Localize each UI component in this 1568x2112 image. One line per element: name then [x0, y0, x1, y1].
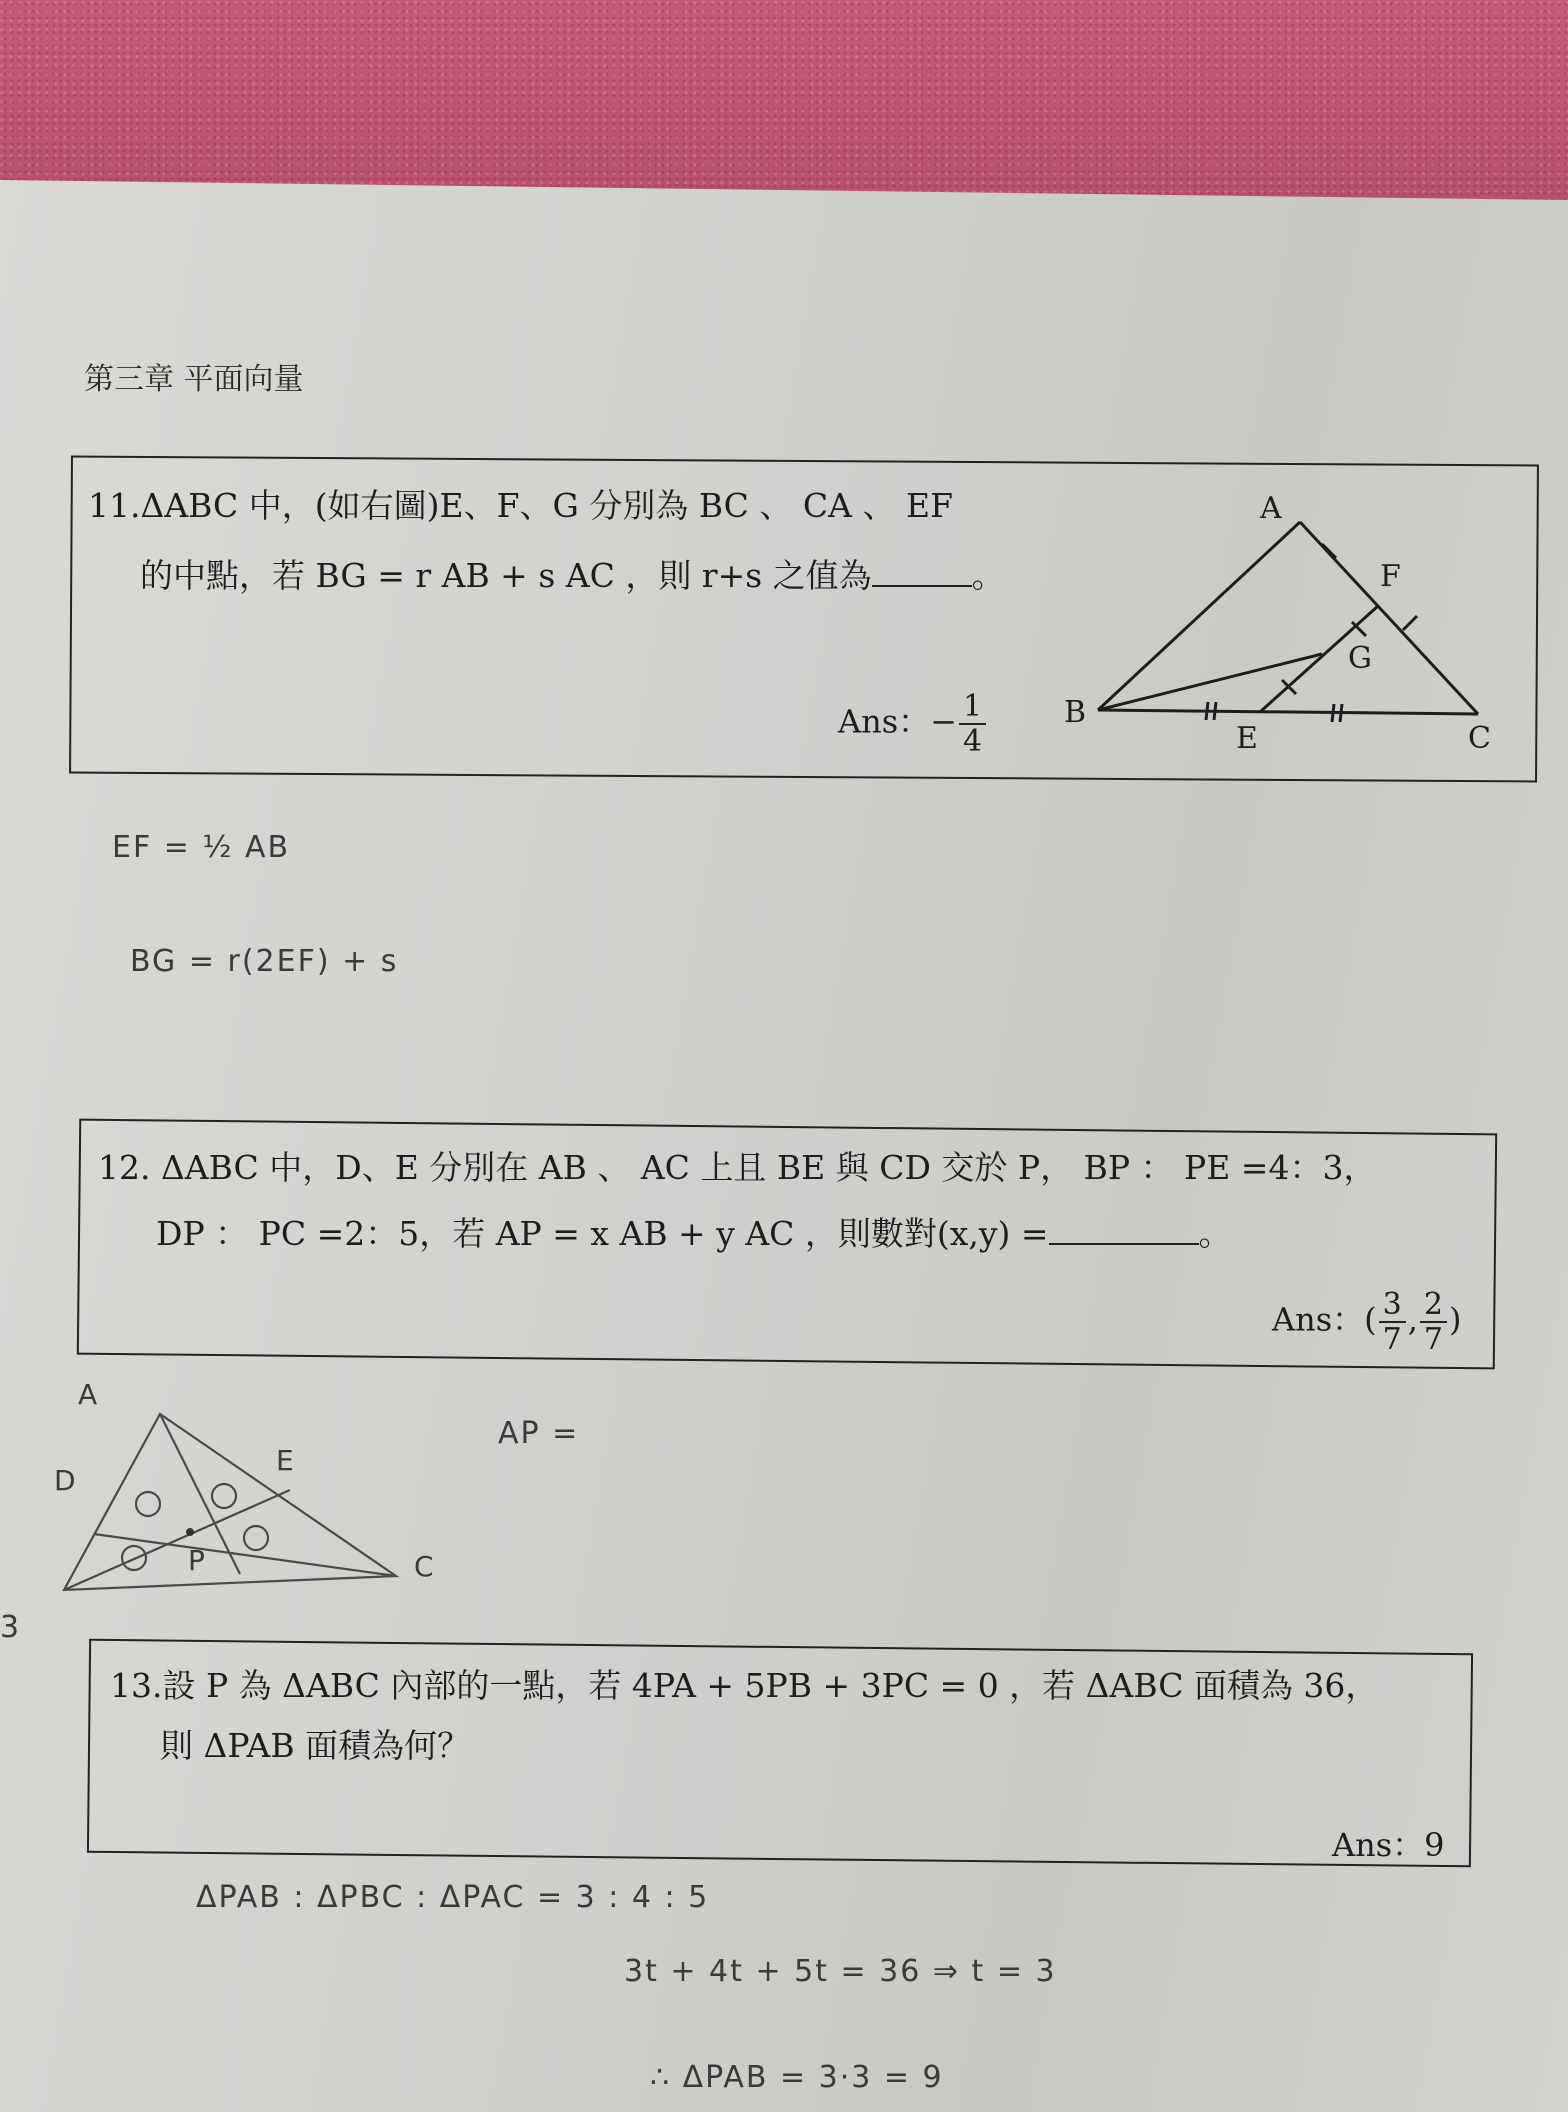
question-12-line1: 12. ΔABC 中，D、E 分別在 AB 、 AC 上且 BE 與 CD 交於 P， BP ： PE =4：3，	[98, 1148, 1377, 1187]
handwriting-13-line1: ΔPAB : ΔPBC : ΔPAC = 3 : 4 : 5	[196, 1880, 710, 1915]
circled-two	[136, 1492, 160, 1516]
question-12-line2-end: 。	[1198, 1214, 1232, 1253]
triangle-figure-11	[1060, 490, 1491, 770]
chapter-header: 第三章 平面向量	[84, 362, 304, 397]
handwriting-13-line3: ∴ ΔPAB = 3·3 = 9	[650, 2060, 944, 2095]
answer-label: Ans：−	[838, 702, 957, 741]
question-12-line2-text: DP ： PC =2：5，若 AP = x AB + y AC ，則數對(x,y) =	[156, 1214, 1049, 1253]
question-13-answer: Ans：9	[1332, 1826, 1445, 1864]
fraction-denominator: 7	[1382, 1322, 1402, 1357]
label-d: D	[54, 1464, 76, 1497]
label-c: C	[414, 1550, 434, 1583]
fraction-numerator: 2	[1420, 1288, 1447, 1323]
circled-three	[212, 1484, 236, 1508]
fraction-denominator: 7	[1423, 1322, 1443, 1357]
answer-fraction	[959, 690, 986, 758]
answer-label: Ans：(	[1272, 1300, 1377, 1339]
fraction-numerator: 1	[959, 690, 986, 725]
answer-blank	[1049, 1243, 1199, 1245]
edge-ab	[1098, 522, 1300, 710]
answer-fraction-x	[1379, 1288, 1406, 1356]
question-11-line2	[140, 550, 1005, 603]
margin-mark: 3	[0, 1610, 22, 1645]
tick-mark	[1332, 704, 1334, 722]
label-g: G	[1348, 641, 1372, 676]
edge-bc	[1098, 710, 1478, 714]
handdrawn-triangle-12	[40, 1380, 500, 1620]
tick-mark	[1403, 616, 1417, 630]
circled-five	[244, 1526, 268, 1550]
label-a: A	[1260, 491, 1282, 526]
handwriting-13-line2: 3t + 4t + 5t = 36 ⇒ t = 3	[624, 1954, 1057, 1989]
handwriting-11-line2: BG = r(2EF) + s	[130, 944, 399, 979]
label-p: P	[188, 1544, 205, 1577]
label-e: E	[276, 1444, 294, 1477]
segment-be	[64, 1490, 290, 1590]
answer-fraction-y	[1420, 1288, 1447, 1356]
answer-close: )	[1449, 1300, 1462, 1339]
tick-mark	[1322, 544, 1336, 558]
question-11-line2-end: 。	[971, 556, 1005, 595]
label-b: B	[1064, 695, 1087, 730]
label-f: F	[1380, 559, 1401, 594]
fraction-numerator: 3	[1379, 1288, 1406, 1323]
handwriting-12-line1: AP =	[498, 1416, 580, 1451]
question-13-line2: 則 ΔPAB 面積為何？	[160, 1726, 471, 1765]
question-11-line2-text: 的中點，若 BG = r AB + s AC ，則 r+s 之值為	[140, 556, 872, 595]
tick-mark	[1214, 702, 1216, 720]
point-p	[186, 1528, 194, 1536]
answer-blank	[872, 585, 972, 587]
tick-mark	[1206, 702, 1208, 720]
triangle-outline	[64, 1414, 396, 1590]
question-11-line1: 11.ΔABC 中，(如右圖)E、F、G 分別為 BC 、 CA 、 EF	[88, 486, 953, 525]
label-a: A	[78, 1378, 98, 1411]
fraction-denominator: 4	[962, 724, 983, 759]
question-12-line2	[156, 1208, 1232, 1261]
segment-bg	[1098, 654, 1322, 710]
label-e: E	[1236, 721, 1258, 756]
label-c: C	[1468, 721, 1491, 756]
question-11-answer	[838, 690, 988, 758]
tick-mark	[1340, 704, 1342, 722]
question-12-answer: Ans：( $\frac{3}{7}$ , $\frac{2}{7}$ )	[1272, 1287, 1462, 1357]
handwriting-11-line1: EF = ½ AB	[112, 830, 291, 865]
question-13-line1: 13.設 P 為 ΔABC 內部的一點，若 4PA + 5PB + 3PC = 0 ，若 ΔABC 面積為 36，	[110, 1666, 1379, 1705]
